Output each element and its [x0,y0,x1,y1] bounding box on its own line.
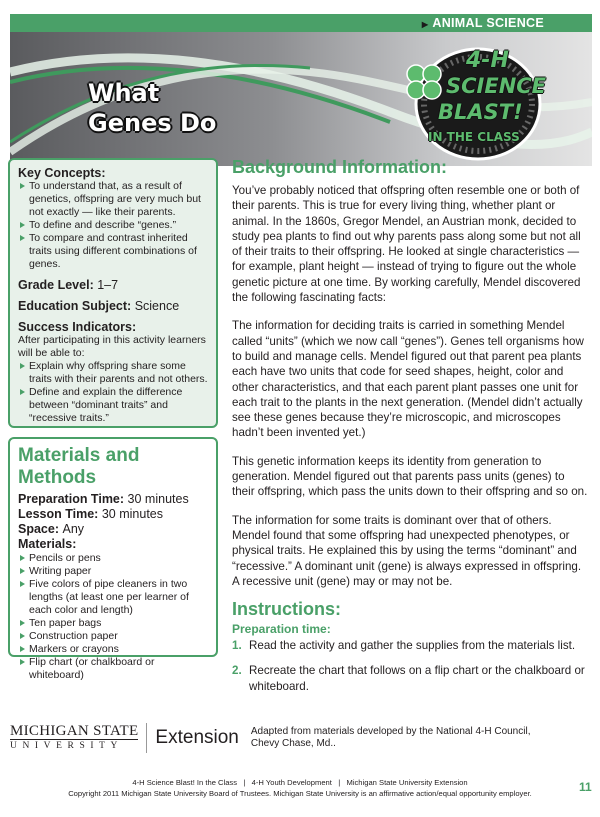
section-label: ANIMAL SCIENCE [432,16,544,30]
list-item: Five colors of pipe cleaners in two lengths (at least one per learner of each color and length) [18,578,208,617]
bottom-footer [0,777,600,799]
background-heading: Background Information: [232,157,447,177]
logo-text: IN THE CLASS [428,130,520,144]
materials-methods-heading: Materials and Methods [18,445,140,488]
msu-logo [10,723,138,753]
success-indicators-list [18,360,208,425]
step-item [232,663,590,694]
step-text: Read the activity and gather the supplies from the materials list. [249,639,576,653]
list-item: To compare and contrast inherited traits using different combinations of genes. [18,232,208,271]
list-item: To define and describe “genes.” [18,219,208,232]
divider [146,723,147,753]
footer-logos [10,723,551,753]
logo-text: 4-H [466,48,509,73]
step-text: Recreate the chart that follows on a flip chart or the chalkboard or whiteboard. [249,664,585,693]
education-subject-label: Education Subject: [18,299,132,313]
title-line-1: What [88,79,160,107]
lesson-value: 30 minutes [101,507,163,521]
arrow-icon: ▶ [421,20,429,29]
paragraph: This genetic information keeps its identity from generation to generation. Mendel figured out that parents pass units (genes) to their offspring, which pass the units down to their offspring and so on. [232,454,588,499]
paragraph: The information for deciding traits is carried in something Mendel called “units” (which we now call “genes”). Genes tell organisms how to build and manage cells. Mendel figured out that parent pea plants each have two units that code for seed shapes, height, color and other characteristics, and that each parent plant passes one unit for each trait to the plants in the next generation. (Mendel didn’t actually see these genes because they’re microscopic, and microscopes hadn’t been invented yet.) [232,319,584,440]
prep-value: 30 minutes [127,492,189,506]
space-value: Any [62,522,85,536]
adapted-note: Adapted from materials developed by the National 4-H Council, Chevy Chase, Md.. [250,726,531,749]
step-number: 1. [232,639,242,653]
step-number: 2. [232,664,242,678]
footer-line-2: Copyright 2011 Michigan State University Board of Trustees. Michigan State University is an affirmative action/equal opportunity employer. [68,789,532,798]
space [18,522,208,537]
footer-line-1: 4-H Science Blast! In the Class | 4-H Youth Development | Michigan State University Extension [132,778,468,787]
science-blast-logo [398,46,548,162]
education-subject [18,299,208,313]
page-number: 11 [579,780,592,794]
key-concepts-list [18,180,208,271]
paragraph: You’ve probably noticed that offspring often resemble one or both of their parents. This is true for every living thing, whether plant or animal. In the 1860s, Gregor Mendel, an Austrian monk, decided to study pea plants to find out why parents pass along some but not all of their traits to their offspring. He looked at single characteristics — for example, plant height — instead of trying to figure out the whole genetic picture at one time. By working carefully, Mendel discovered the following fascinating facts: [232,184,581,305]
list-item: Writing paper [18,565,208,578]
paragraph: The information for some traits is dominant over that of others. Mendel found that some offspring had unexpected phenotypes, or physical traits. He explained this by using the terms “dominant” and “recessive.” A dominant unit (gene) is always expressed in offspring. A recessive unit (gene) may or may not be. [232,513,582,588]
step-item [232,638,590,653]
grade-level-value: 1–7 [97,278,119,292]
education-subject-value: Science [134,299,180,313]
list-item: Construction paper [18,630,208,643]
space-label: Space: [18,522,59,536]
instructions-heading: Instructions: [232,599,342,620]
grade-level [18,278,208,292]
lesson-label: Lesson Time: [18,507,99,521]
preparation-time [18,492,208,507]
materials-list [18,552,208,682]
grade-level-label: Grade Level: [18,278,94,292]
main-content [232,157,590,694]
prep-label: Preparation Time: [18,492,125,506]
materials-methods-box [8,437,218,681]
list-item: Markers or crayons [18,643,208,656]
key-concepts-heading: Key Concepts: [18,166,106,180]
msu-logo-line2: UNIVERSITY [10,741,123,751]
lesson-time [18,507,208,522]
list-item: Ten paper bags [18,617,208,630]
key-concepts-box [8,158,218,428]
logo-text: SCIENCE [446,74,547,98]
list-item: Pencils or pens [18,552,208,565]
title-line-2: Genes Do [88,109,217,137]
list-item: Explain why offspring share some traits with their parents and not others. [18,360,208,386]
msu-logo-line1: MICHIGAN STATE [10,723,139,739]
prep-subheading: Preparation time: [232,622,331,637]
extension-label: Extension [155,727,239,748]
list-item: Define and explain the difference between “dominant traits” and “recessive traits.” [18,386,208,425]
success-indicators-heading: Success Indicators: [18,320,137,334]
logo-text: BLAST! [438,100,523,124]
success-indicators-intro: After participating in this activity learners will be able to: [18,334,206,359]
list-item: Flip chart (or chalkboard or whiteboard) [18,656,208,682]
section-bar [10,14,592,32]
materials-heading: Materials: [18,537,77,551]
list-item: To understand that, as a result of genetics, offspring are very much but not exactly — like their parents. [18,180,208,219]
page-title [88,78,216,138]
